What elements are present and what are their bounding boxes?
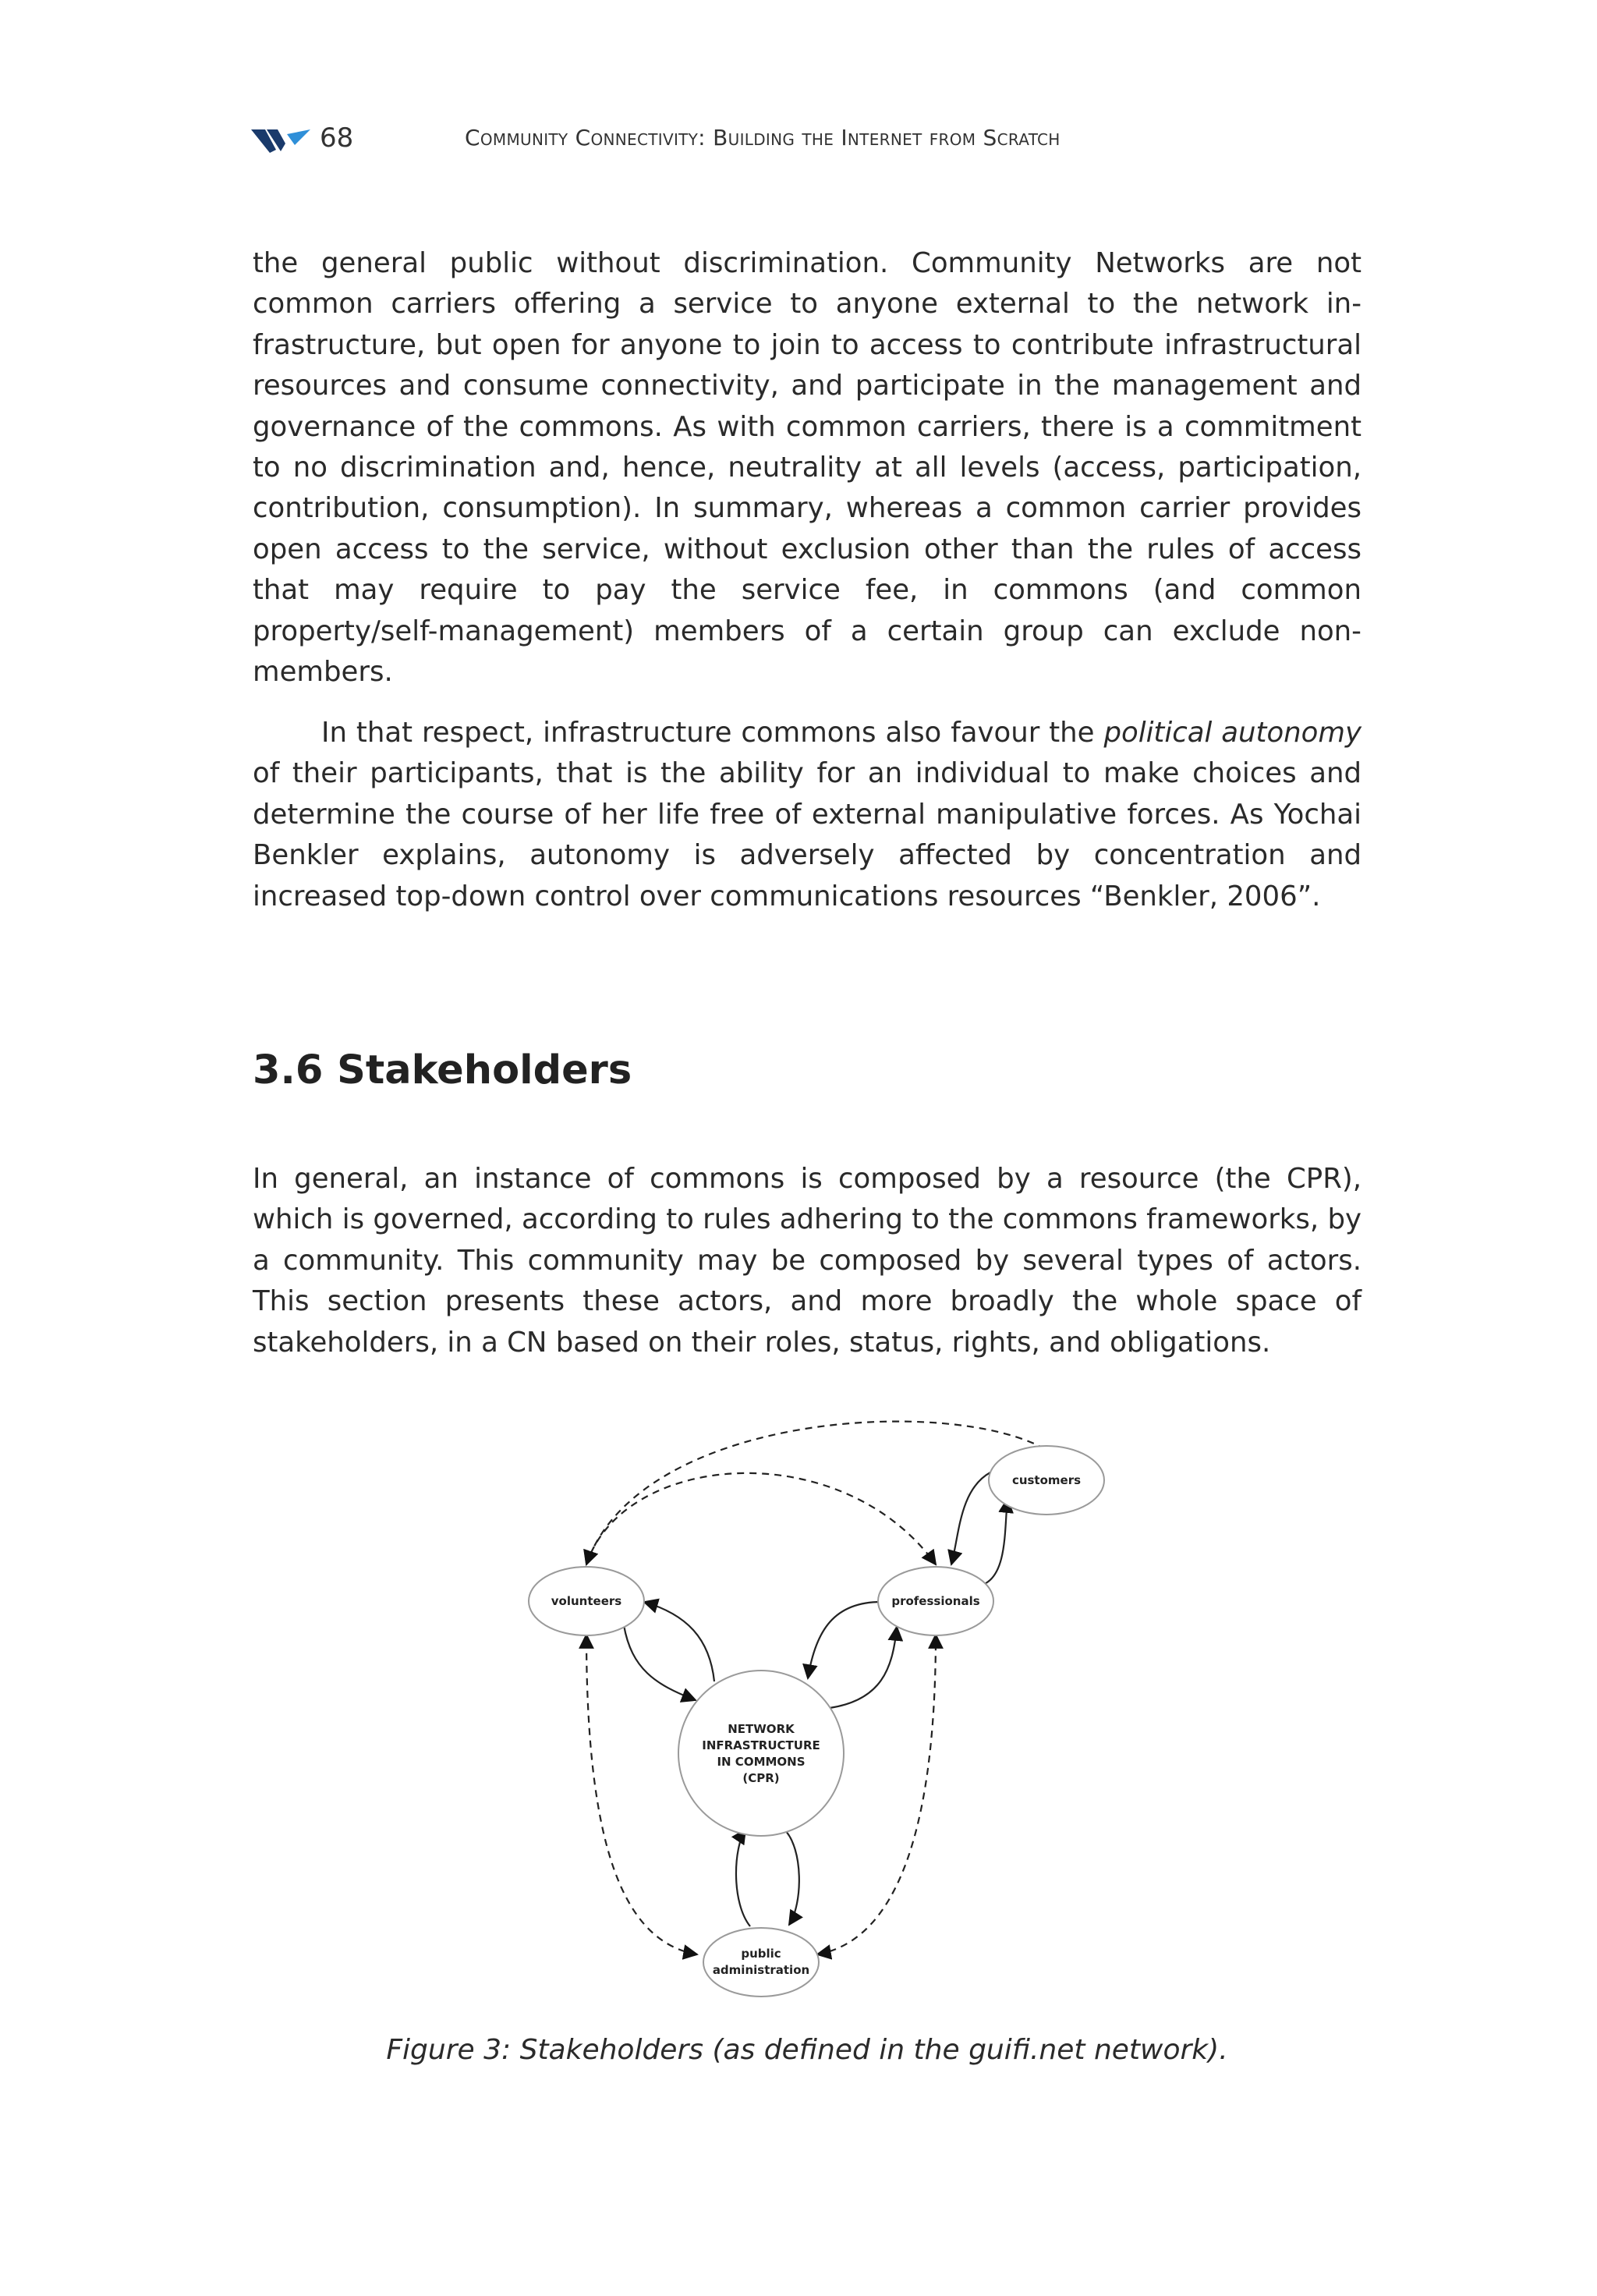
page-header xyxy=(251,119,1374,158)
figure-caption: Figure 3: Stakeholders (as defined in the guifi.net network). xyxy=(386,2034,1228,2066)
edge-professionals-cpr xyxy=(808,1602,881,1678)
publisher-logo-icon xyxy=(251,128,310,154)
body-paragraph-3: In general, an instance of commons is composed by a resource (the CPR), which is governed, according to rules adhering to the commons frameworks, by a community. This community may be composed by several types of actors. This section presents these actors, and more broadly the whole space of stakeholders, in a CN based on their roles, status, rights, and obligations. xyxy=(253,1163,1362,1359)
edge-professionals-customers xyxy=(983,1499,1007,1585)
node-public-administration xyxy=(703,1928,819,1997)
edge-customers-professionals xyxy=(951,1472,990,1564)
paragraph-text: In that respect, infrastructure commons also favour the xyxy=(321,717,1104,749)
edge-public-professionals xyxy=(817,1635,936,1954)
body-paragraph-1: the general public without discrimination. Community Networks are not common carriers offering a service to anyone external to the network infrastructure, but open for anyone to join to access to contribute infrastructural resources and consume connectivity, and participate in the management and governance of the commons. As with common carriers, there is a commitment to no discrimination and, hence, neutrality at all levels (access, participation, contribution, consumption). In summary, whereas a common carrier provides open access to the service, without exclusion other than the rules of access that may require to pay the service fee, in commons (and common property/self-management) members of a certain group can exclude non-members. xyxy=(253,247,1362,689)
paragraph-text: of their participants, that is the ability for an individual to make choices and determine the course of her life free of external manipulative forces. As Yochai Benkler explains, autonomy is adversely affected by concentration and increased top-down control over communications resources “Benkler, 2006”. xyxy=(253,757,1362,912)
edge-cpr-professionals xyxy=(830,1627,897,1708)
label-public-line2: administration xyxy=(712,1963,810,1977)
stakeholders-diagram xyxy=(515,1404,1123,2012)
edge-cpr-volunteers xyxy=(644,1602,714,1681)
label-cpr-line1: NETWORK xyxy=(728,1722,795,1736)
section-heading: 3.6 Stakeholders xyxy=(253,1047,632,1093)
label-volunteers: volunteers xyxy=(551,1594,622,1608)
page-number: 68 xyxy=(320,122,354,154)
node-cpr xyxy=(678,1671,844,1836)
label-cpr-line2: INFRASTRUCTURE xyxy=(702,1738,820,1752)
body-paragraph-2 xyxy=(253,713,1362,917)
edge-public-volunteers xyxy=(586,1635,697,1954)
running-title: Community Connectivity: Building the Internet from Scratch xyxy=(465,125,1061,151)
label-cpr-line4: (CPR) xyxy=(742,1771,780,1785)
label-cpr-line3: IN COMMONS xyxy=(717,1755,806,1769)
edge-public-cpr xyxy=(736,1830,750,1926)
label-public-line1: public xyxy=(741,1947,781,1961)
emphasis-text: political autonomy xyxy=(1103,717,1362,749)
edge-volunteers-professionals xyxy=(586,1473,936,1564)
edge-cpr-public xyxy=(784,1830,799,1925)
label-professionals: professionals xyxy=(891,1594,980,1608)
edge-volunteers-cpr xyxy=(624,1625,696,1700)
label-customers: customers xyxy=(1011,1473,1082,1487)
diagram-canvas xyxy=(515,1404,1123,2012)
